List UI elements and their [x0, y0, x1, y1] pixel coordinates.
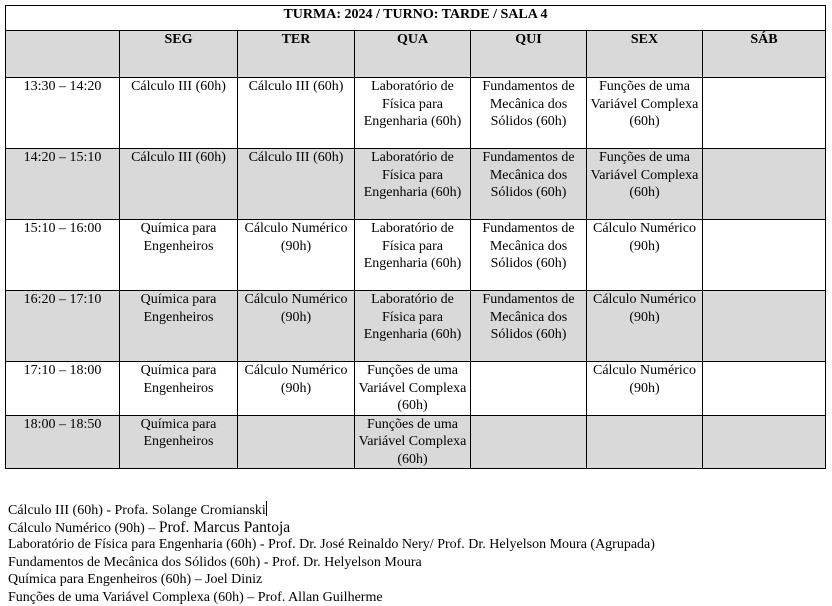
professor-notes [8, 501, 655, 606]
class-cell: Cálculo III (60h) [120, 78, 238, 149]
note-text: Química para Engenheiros (60h) – Joel Diniz [8, 572, 262, 587]
note-text: Cálculo III (60h) - Profa. Solange Cromianski [8, 503, 266, 518]
time-slot: 13:30 – 14:20 [6, 78, 120, 149]
class-cell [703, 220, 826, 291]
note-line[interactable] [8, 501, 655, 519]
schedule-table [5, 5, 826, 469]
note-line[interactable] [8, 519, 655, 537]
class-cell: Fundamentos de Mecânica dos Sólidos (60h) [471, 78, 587, 149]
time-slot: 15:10 – 16:00 [6, 220, 120, 291]
schedule-row [6, 220, 826, 291]
time-slot: 18:00 – 18:50 [6, 415, 120, 469]
note-line[interactable] [8, 536, 655, 554]
day-header: QUI [471, 31, 587, 78]
class-cell [587, 415, 703, 469]
class-cell [703, 291, 826, 362]
class-cell [703, 415, 826, 469]
class-cell: Cálculo Numérico (90h) [238, 362, 355, 416]
note-text: Laboratório de Física para Engenharia (60h) - Prof. Dr. José Reinaldo Nery/ Prof. Dr. Helyelson Moura (Agrupada) [8, 537, 655, 552]
day-header: SEX [587, 31, 703, 78]
class-cell [471, 362, 587, 416]
class-cell: Química para Engenheiros [120, 220, 238, 291]
class-cell: Cálculo III (60h) [238, 78, 355, 149]
class-cell: Cálculo Numérico (90h) [238, 220, 355, 291]
class-cell: Cálculo Numérico (90h) [238, 291, 355, 362]
class-cell: Química para Engenheiros [120, 362, 238, 416]
class-cell: Funções de uma Variável Complexa (60h) [355, 415, 471, 469]
class-cell: Laboratório de Física para Engenharia (60h) [355, 220, 471, 291]
class-cell [238, 415, 355, 469]
day-header: QUA [355, 31, 471, 78]
class-cell: Funções de uma Variável Complexa (60h) [587, 149, 703, 220]
class-cell [703, 149, 826, 220]
schedule-row [6, 415, 826, 469]
day-header: TER [238, 31, 355, 78]
class-cell: Cálculo Numérico (90h) [587, 220, 703, 291]
schedule-row [6, 291, 826, 362]
class-cell: Cálculo Numérico (90h) [587, 362, 703, 416]
schedule-row [6, 362, 826, 416]
class-cell: Laboratório de Física para Engenharia (60h) [355, 291, 471, 362]
class-cell: Fundamentos de Mecânica dos Sólidos (60h) [471, 149, 587, 220]
time-slot: 14:20 – 15:10 [6, 149, 120, 220]
corner-cell [6, 31, 120, 78]
schedule-row [6, 149, 826, 220]
class-cell: Química para Engenheiros [120, 415, 238, 469]
note-text: Fundamentos de Mecânica dos Sólidos (60h) - Prof. Dr. Helyelson Moura [8, 555, 422, 570]
schedule-title: TURMA: 2024 / TURNO: TARDE / SALA 4 [6, 6, 826, 31]
class-cell: Cálculo III (60h) [120, 149, 238, 220]
day-header: SÁB [703, 31, 826, 78]
note-text: Funções de uma Variável Complexa (60h) – Prof. Allan Guilherme [8, 590, 383, 605]
class-cell: Laboratório de Física para Engenharia (60h) [355, 149, 471, 220]
time-slot: 17:10 – 18:00 [6, 362, 120, 416]
class-cell: Cálculo Numérico (90h) [587, 291, 703, 362]
class-cell: Cálculo III (60h) [238, 149, 355, 220]
note-line[interactable] [8, 554, 655, 572]
note-text: Cálculo Numérico (90h) – [8, 521, 159, 536]
class-cell [471, 415, 587, 469]
class-cell: Funções de uma Variável Complexa (60h) [587, 78, 703, 149]
time-slot: 16:20 – 17:10 [6, 291, 120, 362]
class-cell [703, 78, 826, 149]
day-header: SEG [120, 31, 238, 78]
class-cell: Laboratório de Física para Engenharia (60h) [355, 78, 471, 149]
text-cursor [266, 501, 267, 516]
class-cell: Fundamentos de Mecânica dos Sólidos (60h) [471, 291, 587, 362]
note-text: Prof. Marcus Pantoja [159, 519, 290, 536]
schedule-row [6, 78, 826, 149]
class-cell: Funções de uma Variável Complexa (60h) [355, 362, 471, 416]
class-cell: Química para Engenheiros [120, 291, 238, 362]
class-cell: Fundamentos de Mecânica dos Sólidos (60h) [471, 220, 587, 291]
note-line[interactable] [8, 589, 655, 606]
note-line[interactable] [8, 571, 655, 589]
class-cell [703, 362, 826, 416]
